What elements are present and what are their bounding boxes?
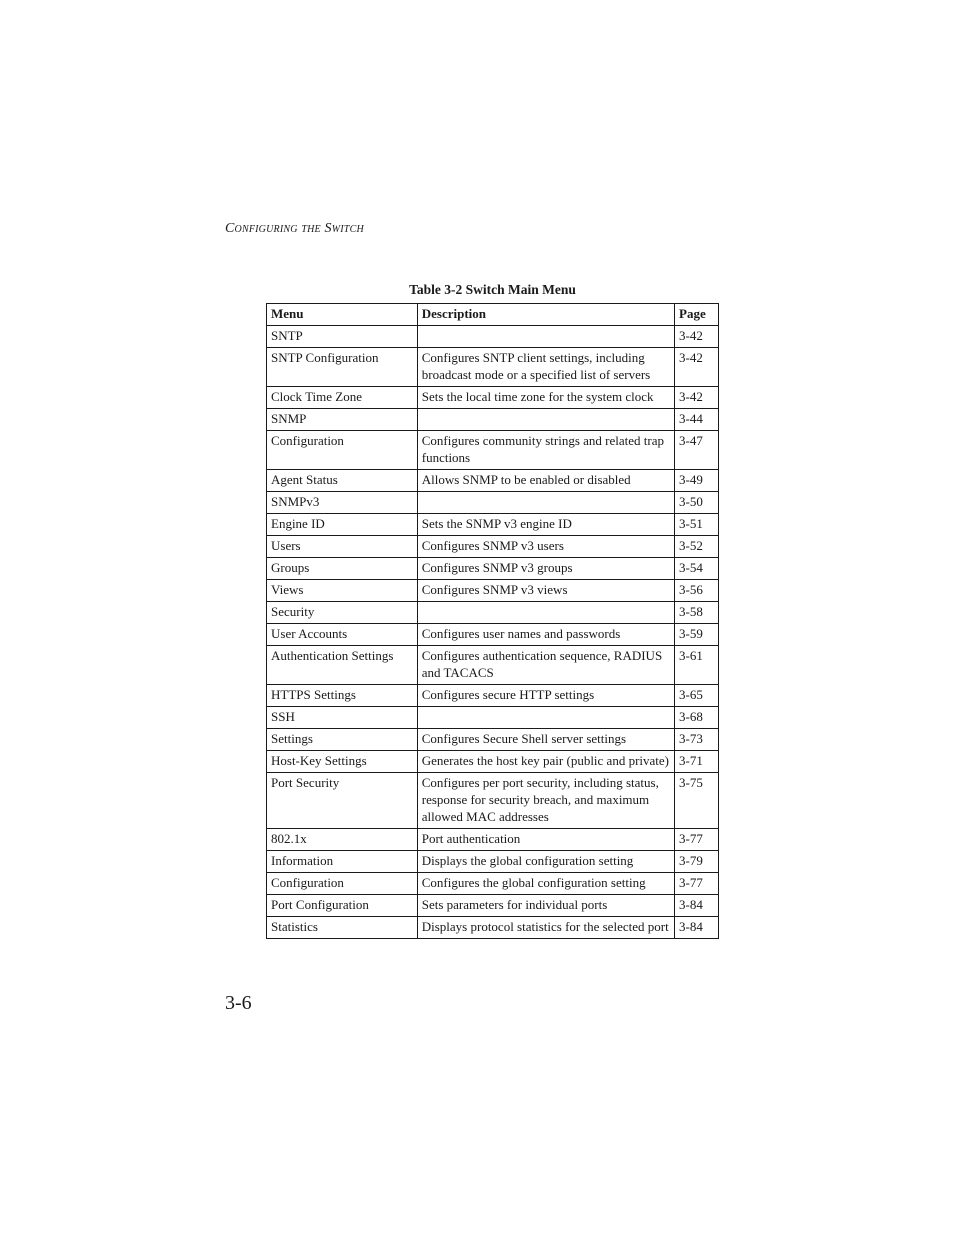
table-row (267, 751, 719, 773)
page-cell: 3-65 (675, 685, 719, 707)
table-row (267, 431, 719, 470)
menu-cell: 802.1x (267, 829, 418, 851)
table-row (267, 685, 719, 707)
page-cell: 3-50 (675, 492, 719, 514)
description-cell: Sets parameters for individual ports (417, 895, 674, 917)
page-cell: 3-59 (675, 624, 719, 646)
column-header-menu: Menu (267, 304, 418, 326)
table-row (267, 536, 719, 558)
menu-cell: Authentication Settings (267, 646, 418, 685)
page-cell: 3-42 (675, 326, 719, 348)
page-cell: 3-44 (675, 409, 719, 431)
table-row (267, 895, 719, 917)
description-cell: Configures community strings and related trap functions (417, 431, 674, 470)
description-cell: Displays the global configuration setting (417, 851, 674, 873)
table-row (267, 624, 719, 646)
description-cell: Configures per port security, including status, response for security breach, and maximum allowed MAC addresses (417, 773, 674, 829)
description-cell: Configures secure HTTP settings (417, 685, 674, 707)
menu-cell: Views (267, 580, 418, 602)
page-cell: 3-49 (675, 470, 719, 492)
description-cell: Configures Secure Shell server settings (417, 729, 674, 751)
description-cell: Configures authentication sequence, RADIUS and TACACS (417, 646, 674, 685)
table-header-row (267, 304, 719, 326)
description-cell: Configures user names and passwords (417, 624, 674, 646)
description-cell: Generates the host key pair (public and private) (417, 751, 674, 773)
page-cell: 3-47 (675, 431, 719, 470)
page-cell: 3-75 (675, 773, 719, 829)
table-row (267, 773, 719, 829)
column-header-page: Page (675, 304, 719, 326)
table-row (267, 602, 719, 624)
menu-cell: Statistics (267, 917, 418, 939)
table-row (267, 326, 719, 348)
menu-cell: Clock Time Zone (267, 387, 418, 409)
page-cell: 3-56 (675, 580, 719, 602)
description-cell: Configures SNMP v3 views (417, 580, 674, 602)
description-cell (417, 326, 674, 348)
table-row (267, 729, 719, 751)
menu-cell: HTTPS Settings (267, 685, 418, 707)
table-row (267, 646, 719, 685)
header-cap-c: C (225, 221, 235, 236)
table-row (267, 470, 719, 492)
page-cell: 3-42 (675, 387, 719, 409)
menu-cell: Host-Key Settings (267, 751, 418, 773)
description-cell (417, 707, 674, 729)
page-cell: 3-84 (675, 895, 719, 917)
page-cell: 3-54 (675, 558, 719, 580)
menu-cell: SSH (267, 707, 418, 729)
table-body (267, 326, 719, 939)
page-cell: 3-84 (675, 917, 719, 939)
table-row (267, 580, 719, 602)
description-cell: Allows SNMP to be enabled or disabled (417, 470, 674, 492)
menu-cell: Configuration (267, 431, 418, 470)
description-cell: Configures SNMP v3 users (417, 536, 674, 558)
menu-cell: Agent Status (267, 470, 418, 492)
header-smallcaps-1: onfiguring the (234, 221, 325, 236)
page-cell: 3-77 (675, 873, 719, 895)
description-cell: Configures SNTP client settings, including broadcast mode or a specified list of servers (417, 348, 674, 387)
page-cell: 3-58 (675, 602, 719, 624)
menu-cell: SNTP (267, 326, 418, 348)
description-cell (417, 492, 674, 514)
table-row (267, 409, 719, 431)
table-row (267, 514, 719, 536)
table-row (267, 387, 719, 409)
page-number: 3-6 (225, 992, 252, 1014)
table-row (267, 707, 719, 729)
menu-cell: Users (267, 536, 418, 558)
menu-cell: Port Security (267, 773, 418, 829)
table-row (267, 851, 719, 873)
page-cell: 3-77 (675, 829, 719, 851)
table-row (267, 917, 719, 939)
description-cell (417, 409, 674, 431)
page-cell: 3-61 (675, 646, 719, 685)
description-cell: Sets the local time zone for the system clock (417, 387, 674, 409)
page-cell: 3-71 (675, 751, 719, 773)
description-cell: Configures the global configuration setting (417, 873, 674, 895)
table-row (267, 558, 719, 580)
description-cell (417, 602, 674, 624)
page-cell: 3-51 (675, 514, 719, 536)
description-cell: Sets the SNMP v3 engine ID (417, 514, 674, 536)
table-row (267, 873, 719, 895)
menu-cell: SNMPv3 (267, 492, 418, 514)
menu-cell: Engine ID (267, 514, 418, 536)
header-smallcaps-2: witch (331, 221, 364, 236)
description-cell: Port authentication (417, 829, 674, 851)
menu-cell: User Accounts (267, 624, 418, 646)
menu-cell: Security (267, 602, 418, 624)
page-cell: 3-52 (675, 536, 719, 558)
table-row (267, 492, 719, 514)
page-cell: 3-68 (675, 707, 719, 729)
menu-cell: SNMP (267, 409, 418, 431)
switch-main-menu-table (266, 303, 719, 939)
description-cell: Configures SNMP v3 groups (417, 558, 674, 580)
menu-cell: Settings (267, 729, 418, 751)
menu-cell: Information (267, 851, 418, 873)
running-header (225, 221, 364, 237)
page-cell: 3-73 (675, 729, 719, 751)
table-row (267, 829, 719, 851)
menu-cell: Configuration (267, 873, 418, 895)
header-cap-s: S (324, 221, 332, 236)
page-cell: 3-42 (675, 348, 719, 387)
table-caption: Table 3-2 Switch Main Menu (409, 282, 576, 297)
column-header-description: Description (417, 304, 674, 326)
menu-cell: SNTP Configuration (267, 348, 418, 387)
menu-cell: Groups (267, 558, 418, 580)
page-cell: 3-79 (675, 851, 719, 873)
table-row (267, 348, 719, 387)
menu-cell: Port Configuration (267, 895, 418, 917)
description-cell: Displays protocol statistics for the selected port (417, 917, 674, 939)
